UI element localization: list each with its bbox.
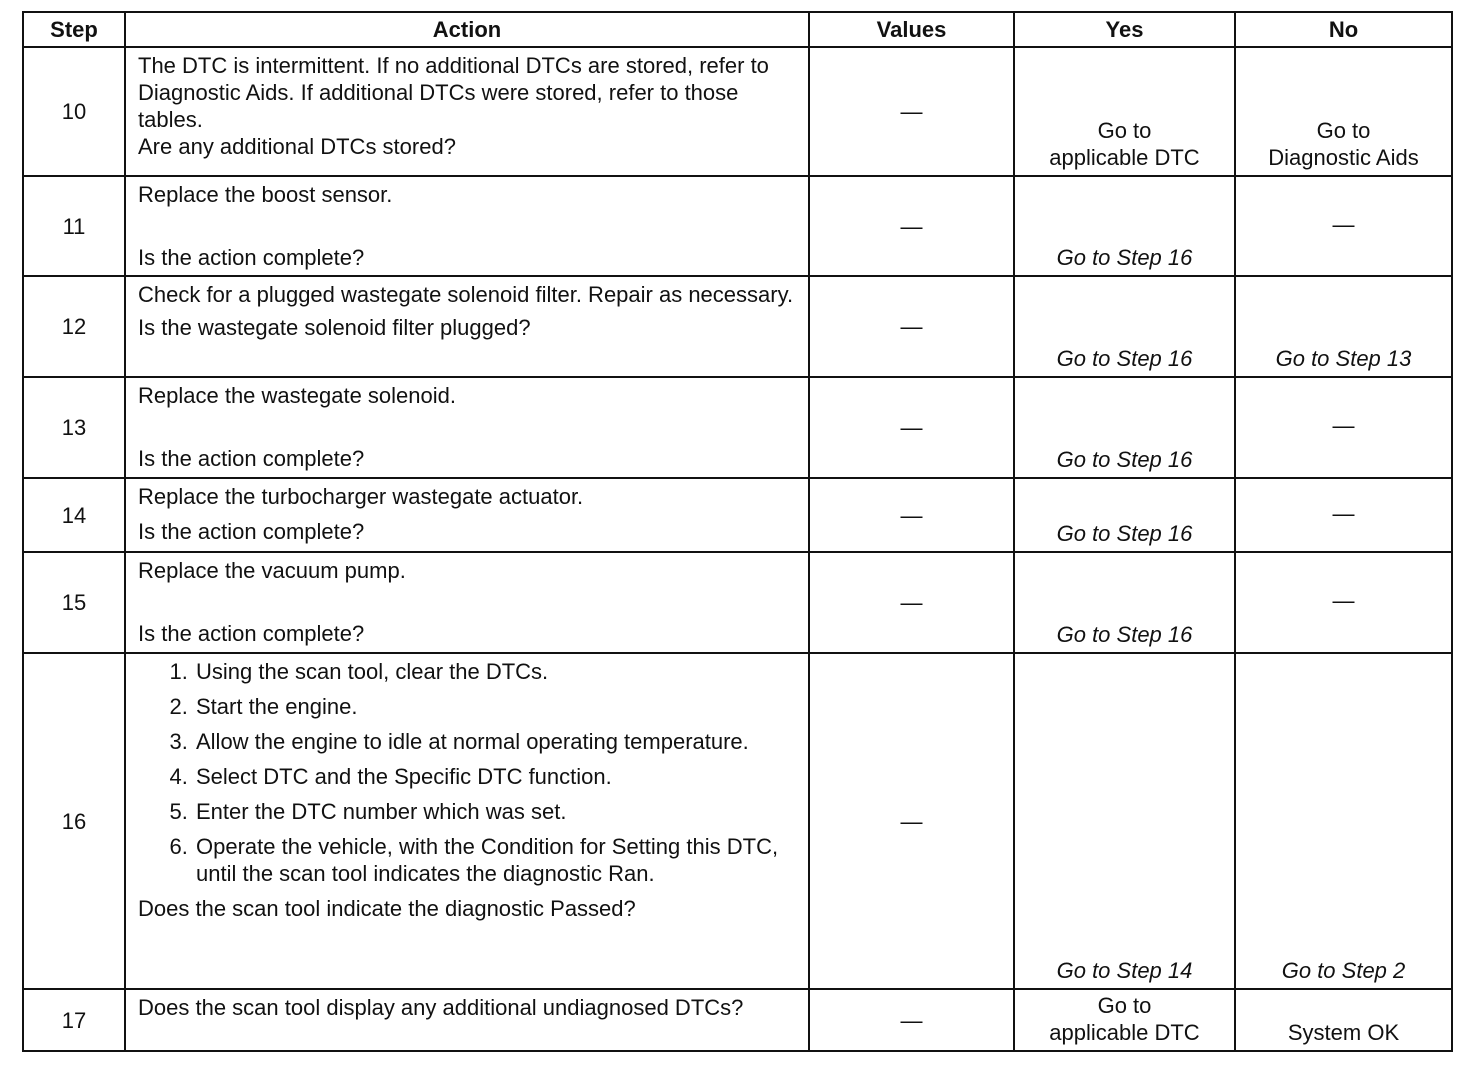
yes-line1: Go to bbox=[1097, 993, 1152, 1018]
action-cell bbox=[125, 47, 809, 176]
values-cell: — bbox=[809, 478, 1014, 552]
action-text: Replace the turbocharger wastegate actuator. bbox=[138, 484, 584, 509]
action-cell bbox=[125, 653, 809, 989]
no-cell: — bbox=[1235, 478, 1452, 552]
yes-cell bbox=[1014, 47, 1235, 176]
yes-cell: Go to Step 14 bbox=[1014, 653, 1235, 989]
yes-cell: Go to Step 16 bbox=[1014, 176, 1235, 276]
no-cell: — bbox=[1235, 176, 1452, 276]
yes-cell: Go to Step 16 bbox=[1014, 276, 1235, 377]
step-number: 10 bbox=[23, 47, 125, 176]
question-text: Is the action complete? bbox=[138, 621, 365, 646]
yes-cell: Go to Step 16 bbox=[1014, 552, 1235, 653]
action-text: Replace the boost sensor. bbox=[138, 182, 393, 207]
yes-line1: Go to bbox=[1097, 118, 1152, 143]
header-no: No bbox=[1235, 12, 1452, 47]
header-yes: Yes bbox=[1014, 12, 1235, 47]
action-text: The DTC is intermittent. If no additional DTCs are stored, refer to Diagnostic Aids. If additional DTCs were stored, refer to those tables. bbox=[138, 53, 769, 132]
question-text: Is the action complete? bbox=[138, 519, 365, 544]
no-cell: System OK bbox=[1235, 989, 1452, 1051]
yes-line2: applicable DTC bbox=[1049, 145, 1200, 170]
action-text: Replace the wastegate solenoid. bbox=[138, 383, 456, 408]
action-text: Replace the vacuum pump. bbox=[138, 558, 406, 583]
table-row bbox=[23, 478, 1452, 552]
no-line2: Diagnostic Aids bbox=[1268, 145, 1419, 170]
question-text: Is the action complete? bbox=[138, 446, 365, 471]
question-text: Is the action complete? bbox=[138, 245, 365, 270]
values-cell: — bbox=[809, 989, 1014, 1051]
table-row bbox=[23, 989, 1452, 1051]
values-cell: — bbox=[809, 176, 1014, 276]
header-action: Action bbox=[125, 12, 809, 47]
table-row bbox=[23, 176, 1452, 276]
question-text: Is the wastegate solenoid filter plugged? bbox=[138, 315, 531, 340]
action-cell bbox=[125, 478, 809, 552]
procedure-list bbox=[138, 658, 798, 887]
procedure-step: 4. Select DTC and the Specific DTC function. bbox=[194, 763, 798, 790]
procedure-step: 3. Allow the engine to idle at normal operating temperature. bbox=[194, 728, 798, 755]
step-number: 11 bbox=[23, 176, 125, 276]
no-line1: Go to bbox=[1316, 118, 1371, 143]
no-cell: — bbox=[1235, 552, 1452, 653]
action-cell bbox=[125, 377, 809, 478]
table-row bbox=[23, 276, 1452, 377]
procedure-step: 1. Using the scan tool, clear the DTCs. bbox=[194, 658, 798, 685]
values-cell: — bbox=[809, 552, 1014, 653]
yes-line2: applicable DTC bbox=[1049, 1020, 1200, 1045]
diagnostic-table bbox=[22, 11, 1453, 1052]
no-cell: Go to Step 13 bbox=[1235, 276, 1452, 377]
yes-cell: Go to Step 16 bbox=[1014, 478, 1235, 552]
header-row bbox=[23, 12, 1452, 47]
action-cell bbox=[125, 552, 809, 653]
step-number: 15 bbox=[23, 552, 125, 653]
action-cell bbox=[125, 176, 809, 276]
values-cell: — bbox=[809, 653, 1014, 989]
action-text: Check for a plugged wastegate solenoid filter. Repair as necessary. bbox=[138, 282, 794, 307]
question-text: Does the scan tool display any additional undiagnosed DTCs? bbox=[138, 995, 744, 1020]
table-row bbox=[23, 377, 1452, 478]
values-cell: — bbox=[809, 377, 1014, 478]
values-cell: — bbox=[809, 47, 1014, 176]
procedure-step: 2. Start the engine. bbox=[194, 693, 798, 720]
question-text: Does the scan tool indicate the diagnostic Passed? bbox=[138, 896, 636, 921]
no-cell: Go to Step 2 bbox=[1235, 653, 1452, 989]
no-cell: — bbox=[1235, 377, 1452, 478]
no-cell bbox=[1235, 47, 1452, 176]
header-values: Values bbox=[809, 12, 1014, 47]
values-cell: — bbox=[809, 276, 1014, 377]
procedure-step: 6. Operate the vehicle, with the Condition for Setting this DTC, until the scan tool indicates the diagnostic Ran. bbox=[194, 833, 798, 887]
action-cell bbox=[125, 989, 809, 1051]
table-row bbox=[23, 47, 1452, 176]
table-row bbox=[23, 653, 1452, 989]
step-number: 13 bbox=[23, 377, 125, 478]
step-number: 12 bbox=[23, 276, 125, 377]
table-row bbox=[23, 552, 1452, 653]
step-number: 14 bbox=[23, 478, 125, 552]
question-text: Are any additional DTCs stored? bbox=[138, 134, 456, 159]
procedure-step: 5. Enter the DTC number which was set. bbox=[194, 798, 798, 825]
header-step: Step bbox=[23, 12, 125, 47]
yes-cell: Go to Step 16 bbox=[1014, 377, 1235, 478]
step-number: 17 bbox=[23, 989, 125, 1051]
yes-cell bbox=[1014, 989, 1235, 1051]
step-number: 16 bbox=[23, 653, 125, 989]
action-cell bbox=[125, 276, 809, 377]
